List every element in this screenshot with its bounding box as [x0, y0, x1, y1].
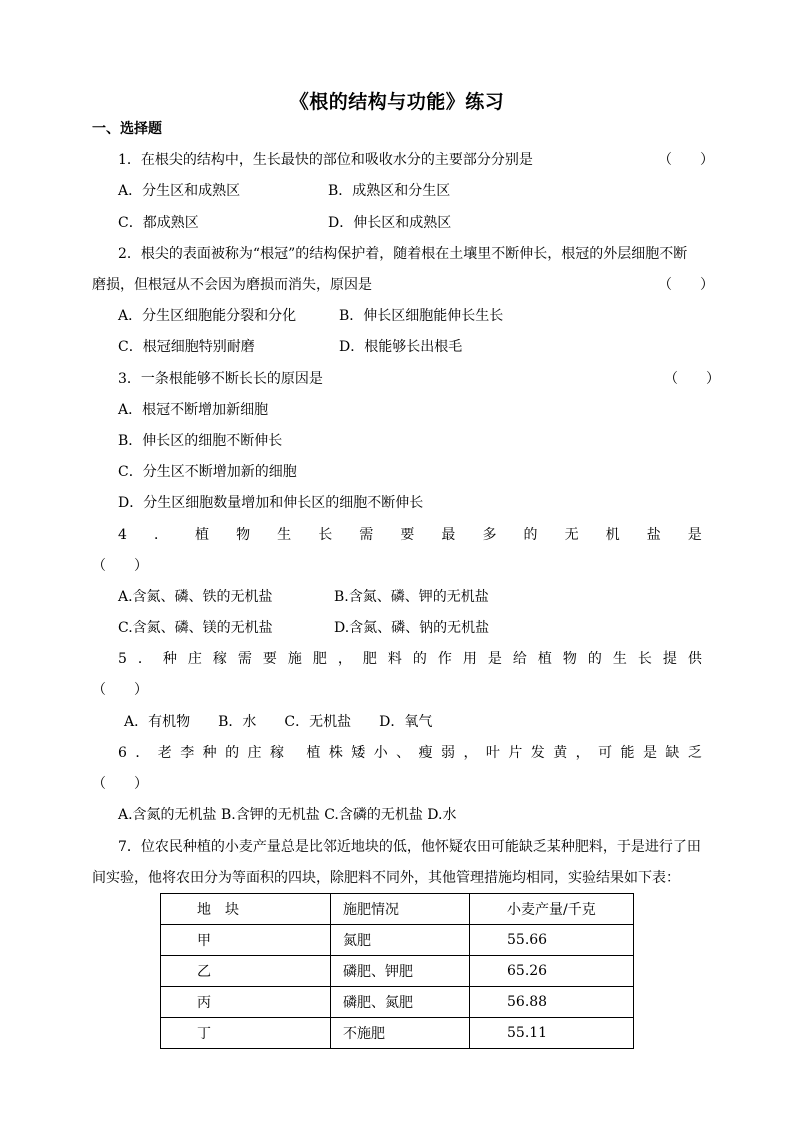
- q5-stem-char: 庄: [187, 651, 202, 667]
- q2-option-a: A．分生区细胞能分裂和分化: [118, 308, 297, 324]
- table-cell: 55.66: [470, 925, 634, 956]
- q4-stem-char: 是: [687, 527, 702, 543]
- q5-answer-paren: （ ）: [92, 682, 148, 698]
- table-cell: 磷肥、氮肥: [331, 987, 470, 1018]
- q4-option-c: C.含氮、磷、镁的无机盐: [118, 620, 273, 636]
- q4-option-b: B.含氮、磷、钾的无机盐: [334, 589, 489, 605]
- table-header-cell: 小麦产量/千克: [470, 894, 634, 925]
- q4-stem-char: 需: [359, 527, 374, 543]
- q1-option-c: C．都成熟区: [118, 215, 199, 231]
- table-row: [161, 956, 634, 987]
- q3-option-c: C．分生区不断增加新的细胞: [118, 464, 297, 480]
- q6-stem-char: 弱: [441, 745, 456, 761]
- table-header-cell: 施肥情况: [331, 894, 470, 925]
- q4-option-d: D.含氮、磷、钠的无机盐: [334, 620, 490, 636]
- q4-stem-char: 最: [441, 527, 456, 543]
- q5-stem-char: 植: [537, 651, 552, 667]
- q5-stem-char: 要: [262, 651, 277, 667]
- q4-stem-char: 无: [564, 527, 579, 543]
- q5-stem-char: 种: [162, 651, 177, 667]
- q5-stem-char: ．: [137, 651, 152, 667]
- table-cell: 磷肥、钾肥: [331, 956, 470, 987]
- q2-answer-paren: （ ）: [658, 277, 714, 293]
- q4-stem-char: 生: [277, 527, 292, 543]
- q5-stem-char: 生: [612, 651, 627, 667]
- q6-stem-char: 发: [530, 745, 545, 761]
- q6-stem-char: 叶: [485, 745, 500, 761]
- q4-stem-char: 的: [523, 527, 538, 543]
- table-cell: 乙: [161, 956, 331, 987]
- q4-stem-char: 盐: [646, 527, 661, 543]
- q5-stem-char: 长: [637, 651, 652, 667]
- q1-option-d: D．伸长区和成熟区: [328, 215, 452, 231]
- q5-stem-char: 供: [687, 651, 702, 667]
- q4-stem-char: 4: [118, 527, 127, 543]
- q6-stem-char: 种: [202, 745, 217, 761]
- q5-stem-char: 肥: [312, 651, 327, 667]
- q6-stem-char: 片: [508, 745, 523, 761]
- q5-stem-char: 稼: [212, 651, 227, 667]
- q6-stem-char: 老: [157, 745, 172, 761]
- q4-stem-char: 植: [195, 527, 210, 543]
- table-cell: 丁: [161, 1018, 331, 1049]
- q1-option-b: B．成熟区和分生区: [328, 183, 451, 199]
- table-cell: 56.88: [470, 987, 634, 1018]
- q2-stem-line2: 磨损，但根冠从不会因为磨损而消失，原因是: [92, 277, 372, 293]
- q3-option-a: A．根冠不断增加新细胞: [118, 402, 269, 418]
- q4-stem: [118, 525, 702, 545]
- q7-stem-line2: 间实验，他将农田分为等面积的四块，除肥料不同外，其他管理措施均相同，实验结果如下表：: [92, 870, 680, 886]
- q6-stem-char: 乏: [687, 745, 702, 761]
- q6-stem-char: 是: [642, 745, 657, 761]
- q2-option-d: D．根能够长出根毛: [339, 339, 463, 355]
- q6-stem-char: 庄: [247, 745, 262, 761]
- q4-stem-char: 物: [236, 527, 251, 543]
- q5-stem-char: 作: [437, 651, 452, 667]
- q4-stem-char: ．: [153, 527, 168, 543]
- q5-stem-char: 物: [562, 651, 577, 667]
- q4-stem-char: 要: [400, 527, 415, 543]
- q4-option-a: A.含氮、磷、铁的无机盐: [118, 589, 273, 605]
- q5-stem-char: ，: [337, 651, 352, 667]
- q6-stem-char: 瘦: [418, 745, 433, 761]
- q3-answer-paren: （ ）: [664, 371, 720, 387]
- table-cell: 55.11: [470, 1018, 634, 1049]
- q6-stem-char: 可: [598, 745, 613, 761]
- q5-stem-char: 用: [462, 651, 477, 667]
- q1-option-a: A．分生区和成熟区: [118, 183, 241, 199]
- q6-stem-char: 李: [180, 745, 195, 761]
- q6-stem-char: 黄: [553, 745, 568, 761]
- q5-stem-char: 提: [662, 651, 677, 667]
- q5-stem-char: 的: [412, 651, 427, 667]
- q1-answer-paren: （ ）: [658, 152, 714, 168]
- table-cell: 甲: [161, 925, 331, 956]
- table-cell: 氮肥: [331, 925, 470, 956]
- q6-options: A.含氮的无机盐 B.含钾的无机盐 C.含磷的无机盐 D.水: [118, 807, 457, 823]
- q6-stem-char: 能: [620, 745, 635, 761]
- q6-stem-char: 缺: [665, 745, 680, 761]
- q5-stem-char: 肥: [362, 651, 377, 667]
- q5-stem-char: 5: [118, 651, 127, 667]
- q6-stem-char: ．: [135, 745, 150, 761]
- q6-stem-char: ，: [463, 745, 478, 761]
- q6-stem: [118, 743, 702, 763]
- q6-stem-char: 、: [396, 745, 411, 761]
- table-cell: 丙: [161, 987, 331, 1018]
- q6-stem-char: 小: [373, 745, 388, 761]
- q3-stem: 3．一条根能够不断长长的原因是: [118, 371, 323, 387]
- q3-option-b: B．伸长区的细胞不断伸长: [118, 433, 283, 449]
- q2-stem-line1: 2．根尖的表面被称为“根冠”的结构保护着，随着根在土壤里不断伸长，根冠的外层细胞不断: [118, 246, 688, 262]
- table-cell: 不施肥: [331, 1018, 470, 1049]
- q1-stem: 1．在根尖的结构中，生长最快的部位和吸收水分的主要部分分别是: [118, 152, 533, 168]
- q4-stem-char: 多: [482, 527, 497, 543]
- page-title: 《根的结构与功能》练习: [289, 91, 505, 113]
- q4-answer-paren: （ ）: [92, 558, 148, 574]
- q5-stem-char: 是: [487, 651, 502, 667]
- q6-stem-char: ，: [575, 745, 590, 761]
- q6-stem-char: 稼: [269, 745, 284, 761]
- yield-table: [160, 893, 634, 1049]
- table-row: [161, 987, 634, 1018]
- q5-stem-char: 料: [387, 651, 402, 667]
- q5-stem: [118, 649, 702, 669]
- table-row: [161, 925, 634, 956]
- table-header-row: [161, 894, 634, 925]
- q5-stem-char: 给: [512, 651, 527, 667]
- q6-stem-char: 植: [292, 745, 321, 761]
- q2-option-c: C．根冠细胞特别耐磨: [118, 339, 255, 355]
- q4-stem-char: 长: [318, 527, 333, 543]
- q5-stem-char: 施: [287, 651, 302, 667]
- table-cell: 65.26: [470, 956, 634, 987]
- q7-stem-line1: 7．位农民种植的小麦产量总是比邻近地块的低，他怀疑农田可能缺乏某种肥料，于是进行了田: [118, 839, 701, 855]
- q6-stem-char: 6: [118, 745, 127, 761]
- q6-answer-paren: （ ）: [92, 776, 148, 792]
- q3-option-d: D．分生区细胞数量增加和伸长区的细胞不断伸长: [118, 495, 424, 511]
- q6-stem-char: 的: [225, 745, 240, 761]
- q5-stem-char: 需: [237, 651, 252, 667]
- q5-options: A．有机物 B．水 C．无机盐 D．氧气: [124, 714, 433, 730]
- table-header-cell: 地 块: [161, 894, 331, 925]
- q5-stem-char: 的: [587, 651, 602, 667]
- q6-stem-char: 株: [328, 745, 343, 761]
- q4-stem-char: 机: [605, 527, 620, 543]
- q2-option-b: B．伸长区细胞能伸长生长: [339, 308, 504, 324]
- section-heading: 一、选择题: [92, 121, 162, 137]
- q6-stem-char: 矮: [351, 745, 366, 761]
- table-row: [161, 1018, 634, 1049]
